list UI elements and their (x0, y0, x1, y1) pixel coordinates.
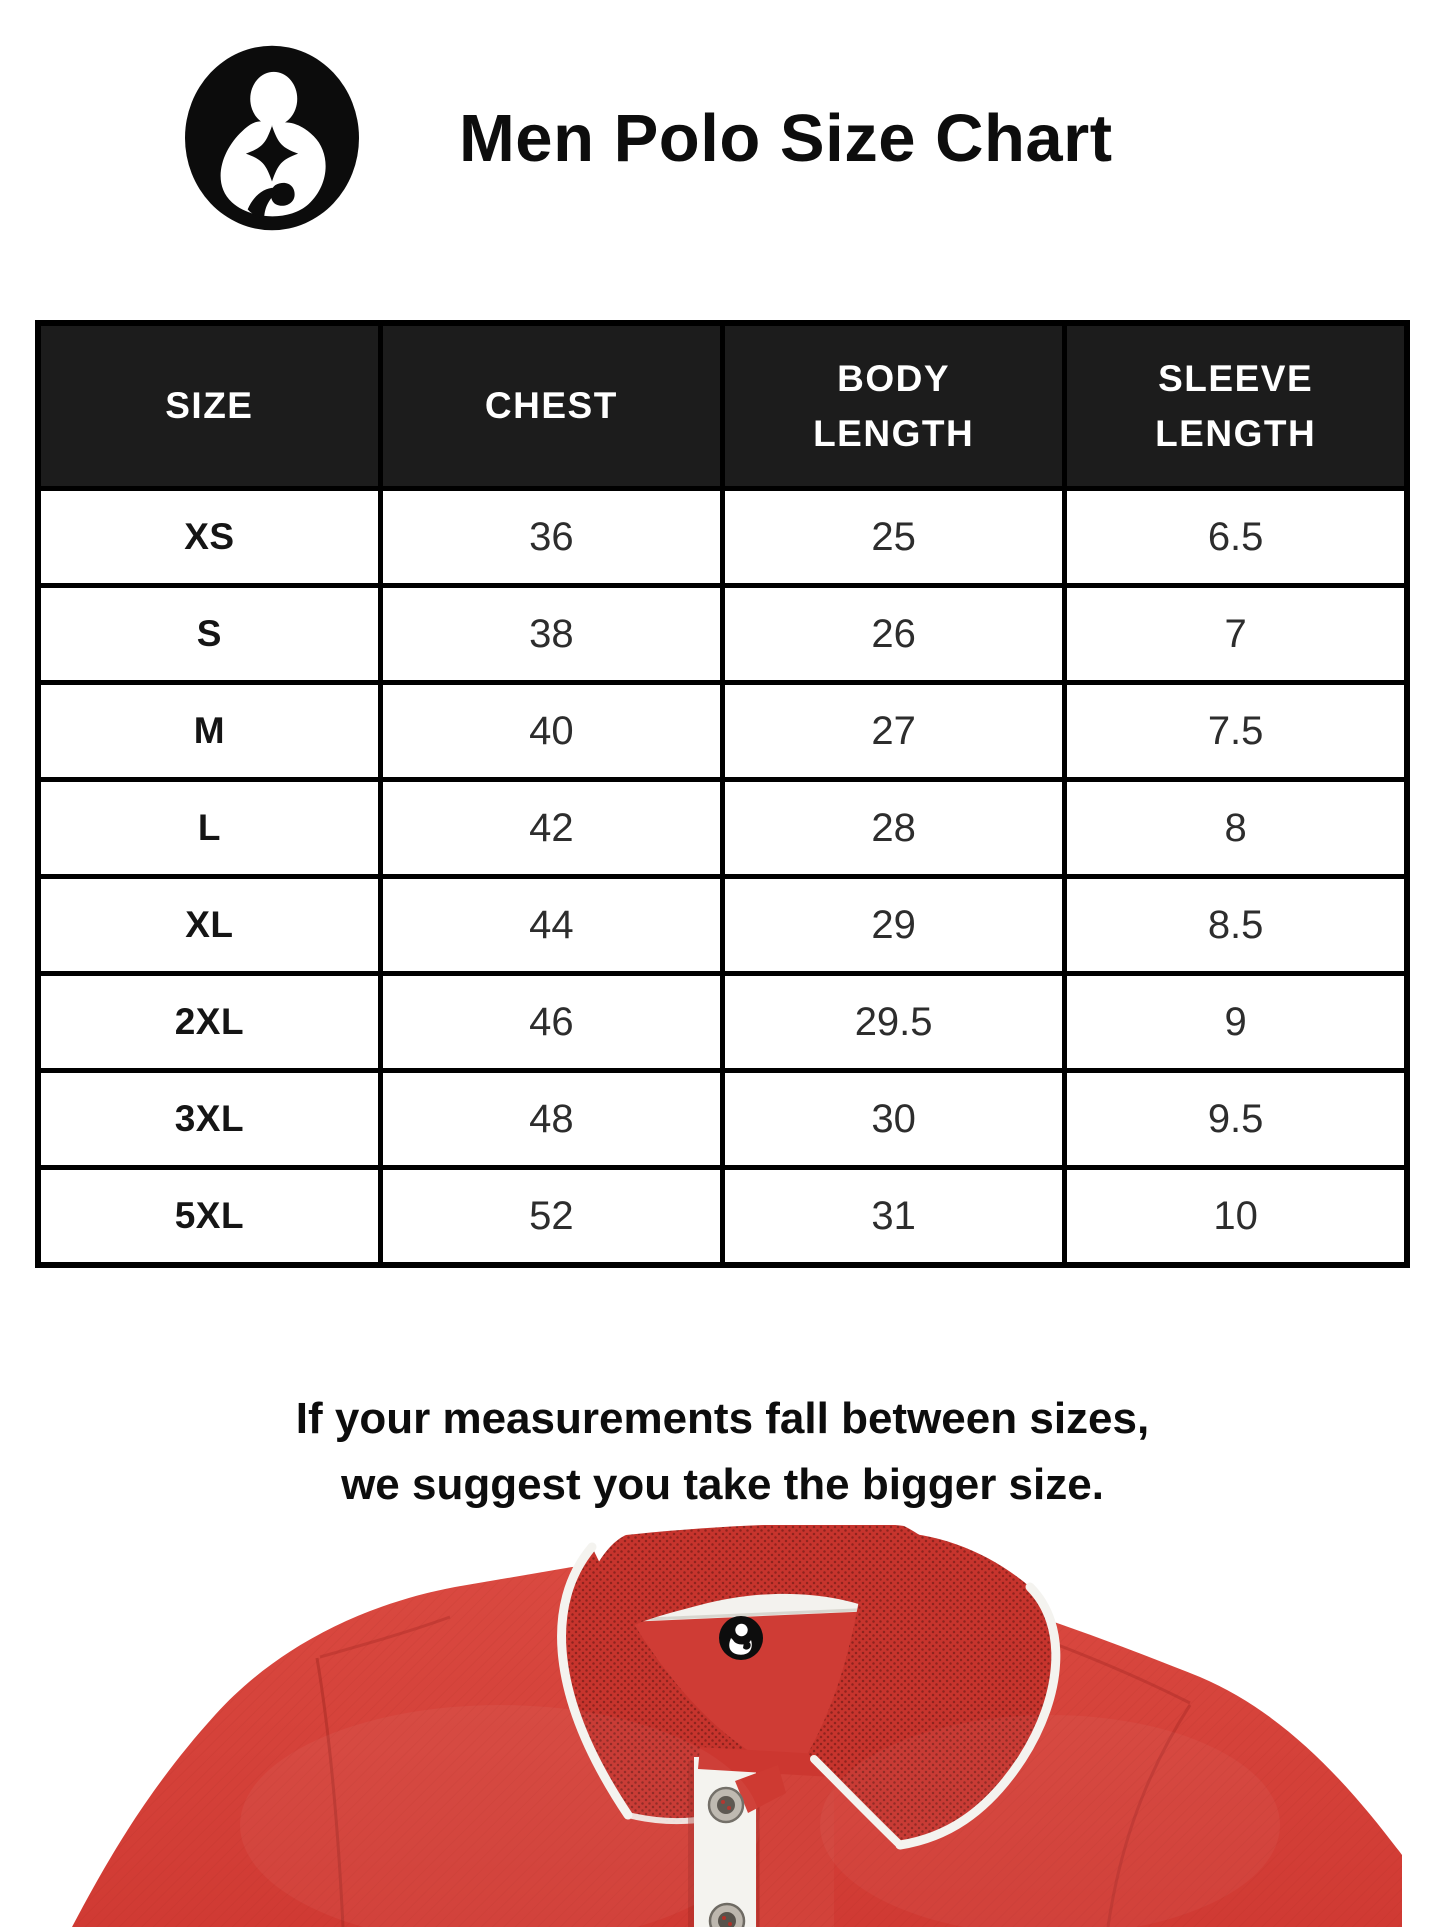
col-header-sleeve-length: SLEEVE LENGTH (1065, 323, 1407, 489)
shirt-button (710, 1904, 744, 1927)
table-header-row (38, 323, 1407, 489)
chest-value: 38 (380, 586, 722, 683)
brand-header (185, 42, 1113, 234)
table-row (38, 877, 1407, 974)
col-header-body-length: BODY LENGTH (723, 323, 1065, 489)
size-label: 5XL (38, 1168, 380, 1266)
table-row (38, 780, 1407, 877)
body-length-value: 28 (723, 780, 1065, 877)
sleeve-length-value: 9 (1065, 974, 1407, 1071)
sizing-note-line2: we suggest you take the bigger size. (341, 1460, 1104, 1509)
col-header-size: SIZE (38, 323, 380, 489)
size-chart-table (35, 320, 1410, 1268)
sleeve-length-value: 7 (1065, 586, 1407, 683)
body-length-value: 25 (723, 489, 1065, 586)
body-length-value: 31 (723, 1168, 1065, 1266)
table-row (38, 1168, 1407, 1266)
table-row (38, 974, 1407, 1071)
size-label: XS (38, 489, 380, 586)
table-row (38, 586, 1407, 683)
chest-value: 52 (380, 1168, 722, 1266)
page-title: Men Polo Size Chart (459, 100, 1113, 176)
mothercare-logo-icon (185, 43, 359, 233)
sleeve-length-value: 7.5 (1065, 683, 1407, 780)
chest-value: 46 (380, 974, 722, 1071)
chest-value: 42 (380, 780, 722, 877)
table-row (38, 1071, 1407, 1168)
size-label: M (38, 683, 380, 780)
sleeve-length-value: 8 (1065, 780, 1407, 877)
size-label: S (38, 586, 380, 683)
body-length-value: 29 (723, 877, 1065, 974)
sizing-note-line1: If your measurements fall between sizes, (295, 1394, 1150, 1443)
sleeve-length-value: 10 (1065, 1168, 1407, 1266)
chest-value: 48 (380, 1071, 722, 1168)
sleeve-length-value: 6.5 (1065, 489, 1407, 586)
size-label: L (38, 780, 380, 877)
body-length-value: 27 (723, 683, 1065, 780)
sleeve-length-value: 8.5 (1065, 877, 1407, 974)
chest-value: 36 (380, 489, 722, 586)
chest-value: 44 (380, 877, 722, 974)
table-row (38, 683, 1407, 780)
body-length-value: 29.5 (723, 974, 1065, 1071)
size-label: 2XL (38, 974, 380, 1071)
polo-shirt-photo (0, 1525, 1445, 1927)
size-label: 3XL (38, 1071, 380, 1168)
size-label: XL (38, 877, 380, 974)
sizing-note (0, 1386, 1445, 1518)
neck-logo-badge (719, 1616, 763, 1660)
col-header-chest: CHEST (380, 323, 722, 489)
body-length-value: 26 (723, 586, 1065, 683)
body-length-value: 30 (723, 1071, 1065, 1168)
chest-value: 40 (380, 683, 722, 780)
table-row (38, 489, 1407, 586)
sleeve-length-value: 9.5 (1065, 1071, 1407, 1168)
